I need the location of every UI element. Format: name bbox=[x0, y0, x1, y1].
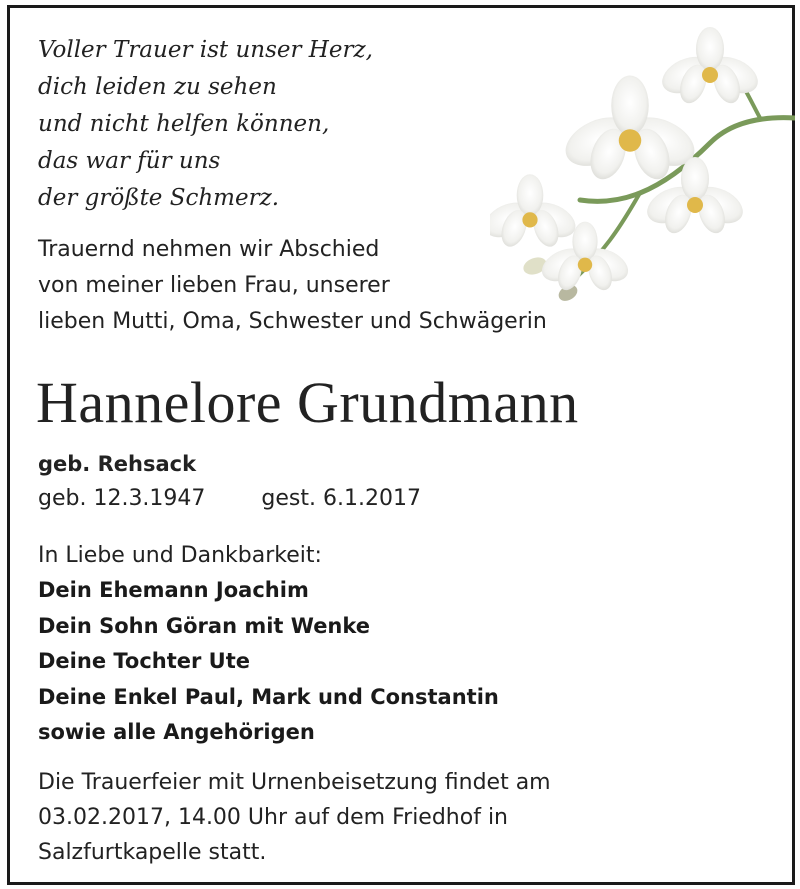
mourner-line: Dein Sohn Göran mit Wenke bbox=[38, 613, 371, 638]
obituary-notice bbox=[7, 5, 795, 885]
service-line: Salzfurtkapelle statt. bbox=[38, 840, 267, 865]
intro-line: lieben Mutti, Oma, Schwester und Schwägerin bbox=[38, 309, 547, 334]
funeral-service-info bbox=[38, 765, 551, 870]
memorial-poem bbox=[38, 32, 373, 217]
intro-line: von meiner lieben Frau, unserer bbox=[38, 273, 390, 298]
death-date: gest. 6.1.2017 bbox=[261, 486, 421, 511]
farewell-intro bbox=[38, 232, 547, 340]
birth-date: geb. 12.3.1947 bbox=[38, 486, 206, 511]
life-dates bbox=[38, 482, 421, 516]
poem-line: der größte Schmerz. bbox=[38, 185, 280, 211]
service-line: Die Trauerfeier mit Urnenbeisetzung findet am bbox=[38, 770, 551, 795]
poem-line: und nicht helfen können, bbox=[38, 111, 330, 137]
mourners-intro: In Liebe und Dankbarkeit: bbox=[38, 543, 322, 568]
mourner-line: Deine Enkel Paul, Mark und Constantin bbox=[38, 684, 499, 709]
maiden-name: geb. Rehsack bbox=[38, 452, 197, 476]
poem-line: das war für uns bbox=[38, 148, 221, 174]
mourner-line: Dein Ehemann Joachim bbox=[38, 578, 309, 602]
mourner-line: Deine Tochter Ute bbox=[38, 649, 251, 673]
mourner-line: sowie alle Angehörigen bbox=[38, 720, 315, 744]
service-line: 03.02.2017, 14.00 Uhr auf dem Friedhof in bbox=[38, 805, 509, 830]
poem-line: Voller Trauer ist unser Herz, bbox=[38, 37, 373, 63]
deceased-name: Hannelore Grundmann bbox=[36, 370, 579, 435]
mourners-list bbox=[38, 573, 499, 751]
poem-line: dich leiden zu sehen bbox=[38, 74, 277, 100]
intro-line: Trauernd nehmen wir Abschied bbox=[38, 237, 380, 262]
